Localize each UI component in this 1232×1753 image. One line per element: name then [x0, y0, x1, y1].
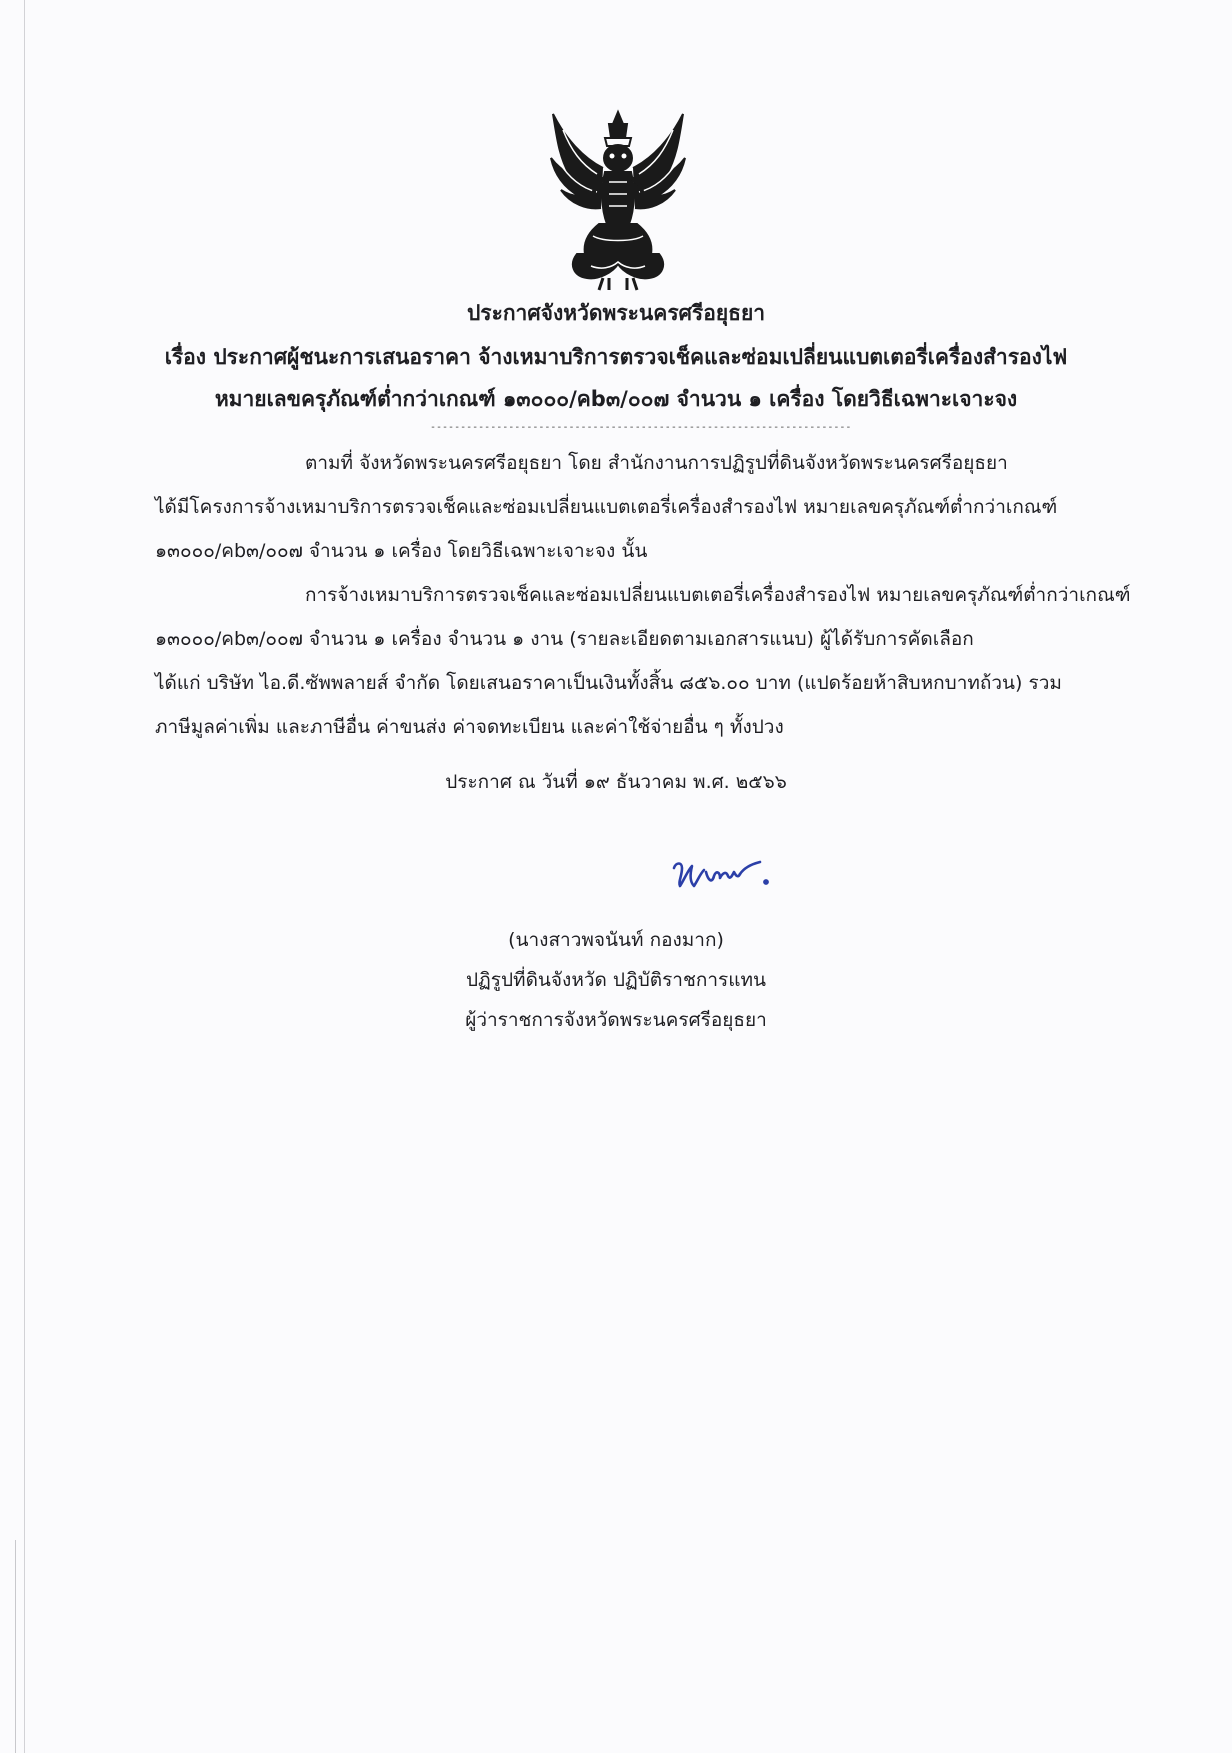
signatory-name: (นางสาวพจนันท์ กองมาก)	[508, 929, 724, 951]
scan-edge-line-lower	[15, 1540, 16, 1753]
paragraph-1-line-2: ได้มีโครงการจ้างเหมาบริการตรวจเช็คและซ่อมเปลี่ยนแบตเตอรี่เครื่องสำรองไฟ หมายเลขครุภัณฑ์ต่ำกว่าเกณฑ์	[155, 496, 1058, 518]
garuda-emblem	[543, 108, 693, 293]
paragraph-1-line-1: ตามที่ จังหวัดพระนครศรีอยุธยา โดย สำนักงานการปฏิรูปที่ดินจังหวัดพระนครศรีอยุธยา	[305, 452, 1008, 474]
subject-line-1: เรื่อง ประกาศผู้ชนะการเสนอราคา จ้างเหมาบริการตรวจเช็คและซ่อมเปลี่ยนแบตเตอรี่เครื่องสำรองไฟ	[164, 345, 1068, 369]
paragraph-2-line-4: ภาษีมูลค่าเพิ่ม และภาษีอื่น ค่าขนส่ง ค่าจดทะเบียน และค่าใช้จ่ายอื่น ๆ ทั้งปวง	[155, 716, 784, 738]
announcement-title: ประกาศจังหวัดพระนครศรีอยุธยา	[466, 301, 766, 325]
separator-line: ----------------------------------------------------------------------	[430, 422, 852, 433]
paragraph-2-line-3: ได้แก่ บริษัท ไอ.ดี.ซัพพลายส์ จำกัด โดยเสนอราคาเป็นเงินทั้งสิ้น ๘๕๖.๐๐ บาท (แปดร้อยห้าสิบหกบาทถ้วน) รวม	[155, 672, 1062, 694]
paragraph-1-line-3: ๑๓๐๐๐/คb๓/๐๐๗ จำนวน ๑ เครื่อง โดยวิธีเฉพาะเจาะจง นั้น	[155, 540, 648, 562]
signatory-position-2: ผู้ว่าราชการจังหวัดพระนครศรีอยุธยา	[465, 1009, 767, 1031]
scan-edge-line	[24, 0, 25, 1753]
subject-line-2: หมายเลขครุภัณฑ์ต่ำกว่าเกณฑ์ ๑๓๐๐๐/คb๓/๐๐๗ จำนวน ๑ เครื่อง โดยวิธีเฉพาะเจาะจง	[214, 387, 1018, 411]
paragraph-2-line-1: การจ้างเหมาบริการตรวจเช็คและซ่อมเปลี่ยนแบตเตอรี่เครื่องสำรองไฟ หมายเลขครุภัณฑ์ต่ำกว่าเกณฑ์	[305, 584, 1131, 606]
announce-date: ประกาศ ณ วันที่ ๑๙ ธันวาคม พ.ศ. ๒๕๖๖	[445, 771, 787, 793]
handwritten-signature	[668, 846, 788, 896]
paragraph-2-line-2: ๑๓๐๐๐/คb๓/๐๐๗ จำนวน ๑ เครื่อง จำนวน ๑ งาน (รายละเอียดตามเอกสารแนบ) ผู้ได้รับการคัดเลือก	[155, 628, 974, 650]
signatory-position-1: ปฏิรูปที่ดินจังหวัด ปฏิบัติราชการแทน	[465, 969, 767, 991]
